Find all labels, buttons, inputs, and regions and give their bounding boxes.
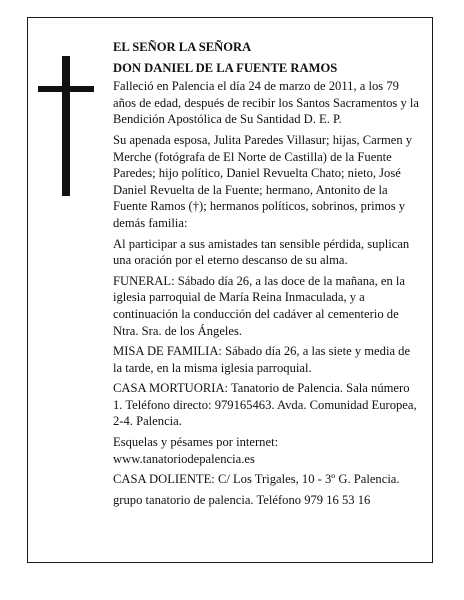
mortuary-info: CASA MORTUORIA: Tanatorio de Palencia. Sala número 1. Teléfono directo: 979165463. Avda. Comunidad Europea, 2-4. Palencia. bbox=[113, 381, 417, 429]
prayer-request: Al participar a sus amistades tan sensible pérdida, suplican una oración por el eterno descanso de su alma. bbox=[113, 236, 410, 268]
heading-title: EL SEÑOR LA SEÑORA bbox=[113, 40, 252, 54]
internet-condolences: Esquelas y pésames por internet: www.tanatoriodepalencia.es bbox=[113, 435, 279, 466]
cross-vertical-bar bbox=[62, 56, 70, 196]
family-list: Su apenada esposa, Julita Paredes Villasur; hijas, Carmen y Merche (fotógrafa de El Norte de Castilla) de la Fuente Paredes; hijo político, Daniel Revuelta Chato; nieto, José Daniel Revuelta de la Fuente; hermano, Antonito de la Fuente Ramos (†); hermanos políticos, sobrinos, primos y demás familia: bbox=[113, 132, 413, 230]
deceased-name: DON DANIEL DE LA FUENTE RAMOS bbox=[113, 60, 338, 75]
cross-icon bbox=[38, 56, 94, 196]
death-announcement: Falleció en Palencia el día 24 de marzo de 2011, a los 79 años de edad, después de recibir los Santos Sacramentos y la Bendición Apostólica de Su Santidad D. E. P. bbox=[113, 79, 420, 127]
family-mass-info: MISA DE FAMILIA: Sábado día 26, a las siete y media de la tarde, en la misma iglesia parroquial. bbox=[113, 344, 411, 375]
funeral-info: FUNERAL: Sábado día 26, a las doce de la mañana, en la iglesia parroquial de María Reina Inmaculada, y a continuación la conducción del cadáver al cementerio de Ntra. Sra. de los Ángeles. bbox=[113, 273, 406, 338]
mourning-house: CASA DOLIENTE: C/ Los Trigales, 10 - 3º G. Palencia. bbox=[113, 472, 400, 487]
cross-horizontal-bar bbox=[38, 86, 94, 92]
notice-body bbox=[113, 39, 419, 512]
funeral-home-contact: grupo tanatorio de palencia. Teléfono 979 16 53 16 bbox=[113, 492, 371, 507]
